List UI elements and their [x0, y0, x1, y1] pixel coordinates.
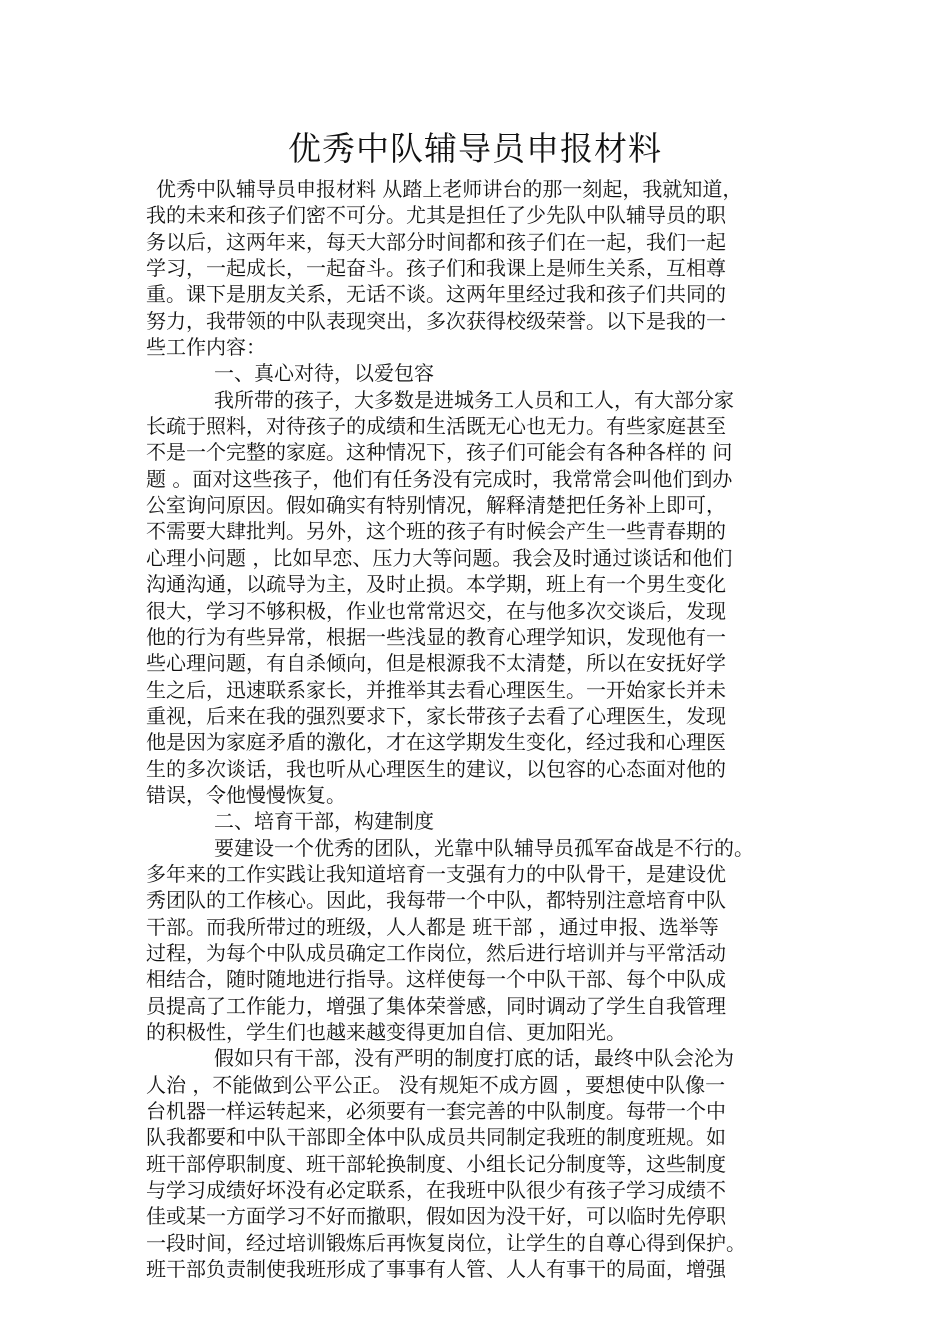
paragraph-line: 我所带的孩子，大多数是进城务工人员和工人，有大部分家: [214, 387, 734, 412]
paragraph-line: 班干部负责制使我班形成了事事有人管、人人有事干的局面，增强: [146, 1257, 726, 1282]
paragraph-line: 不是一个完整的家庭。这种情况下，孩子们可能会有各种各样的 问: [146, 440, 733, 465]
paragraph-line: 要建设一个优秀的团队，光靠中队辅导员孤军奋战是不行的。: [214, 835, 754, 860]
section-heading: 二、培育干部，构建制度: [214, 809, 434, 834]
paragraph-line: 重视，后来在我的强烈要求下，家长带孩子去看了心理医生，发现: [146, 703, 726, 728]
paragraph-line: 生的多次谈话，我也听从心理医生的建议，以包容的心态面对他的: [146, 756, 726, 781]
document-title: 优秀中队辅导员申报材料: [288, 129, 662, 168]
paragraph-line: 优秀中队辅导员申报材料 从踏上老师讲台的那一刻起，我就知道，: [156, 177, 743, 201]
paragraph-line: 努力，我带领的中队表现突出，多次获得校级荣誉。以下是我的一: [146, 308, 726, 333]
paragraph-line: 队我都要和中队干部即全体中队成员共同制定我班的制度班规。如: [146, 1125, 726, 1150]
paragraph-line: 沟通沟通，以疏导为主，及时止损。本学期，班上有一个男生变化: [146, 572, 726, 597]
paragraph-line: 秀团队的工作核心。因此，我每带一个中队，都特别注意培育中队: [146, 888, 726, 913]
paragraph-line: 生之后，迅速联系家长，并推举其去看心理医生。一开始家长并未: [146, 677, 726, 702]
paragraph-line: 心理小问题 ，比如早恋、压力大等问题。我会及时通过谈话和他们: [146, 545, 733, 570]
paragraph-line: 班干部停职制度、班干部轮换制度、小组长记分制度等，这些制度: [146, 1151, 726, 1176]
paragraph-line: 过程，为每个中队成员确定工作岗位，然后进行培训并与平常活动: [146, 940, 726, 965]
paragraph-line: 些工作内容：: [146, 335, 266, 360]
paragraph-line: 题 。面对这些孩子，他们有任务没有完成时，我常常会叫他们到办: [146, 466, 733, 491]
paragraph-line: 假如只有干部，没有严明的制度打底的话，最终中队会沦为: [214, 1046, 734, 1071]
paragraph-line: 人治 ，不能做到公平公正。 没有规矩不成方圆 ，要想使中队像一: [146, 1072, 726, 1097]
paragraph-line: 些心理问题，有自杀倾向，但是根源我不太清楚，所以在安抚好学: [146, 651, 726, 676]
paragraph-line: 的积极性，学生们也越来越变得更加自信、更加阳光。: [146, 1020, 626, 1044]
paragraph-line: 务以后，这两年来，每天大部分时间都和孩子们在一起，我们一起: [146, 229, 726, 254]
paragraph-line: 重。课下是朋友关系，无话不谈。这两年里经过我和孩子们共同的: [146, 282, 726, 307]
paragraph-line: 错误，令他慢慢恢复。: [146, 782, 346, 807]
paragraph-line: 员提高了工作能力，增强了集体荣誉感，同时调动了学生自我管理: [146, 993, 726, 1018]
paragraph-line: 不需要大肆批判。另外，这个班的孩子有时候会产生一些青春期的: [146, 519, 726, 544]
paragraph-line: 干部。而我所带过的班级，人人都是 班干部 ，通过申报、选举等: [146, 914, 719, 939]
document-body: [146, 176, 836, 1282]
paragraph-line: 他是因为家庭矛盾的激化，才在这学期发生变化，经过我和心理医: [146, 730, 726, 755]
paragraph-line: 长疏于照料，对待孩子的成绩和生活既无心也无力。有些家庭甚至: [146, 414, 726, 439]
paragraph-line: 我的未来和孩子们密不可分。尤其是担任了少先队中队辅导员的职: [146, 203, 726, 228]
paragraph-line: 一段时间，经过培训锻炼后再恢复岗位，让学生的自尊心得到保护。: [146, 1230, 746, 1255]
paragraph-line: 佳或某一方面学习不好而撤职，假如因为没干好，可以临时先停职: [146, 1204, 726, 1229]
paragraph-line: 与学习成绩好坏没有必定联系，在我班中队很少有孩子学习成绩不: [146, 1178, 726, 1203]
paragraph-line: 学习，一起成长，一起奋斗。孩子们和我课上是师生关系，互相尊: [146, 256, 726, 281]
paragraph-line: 相结合，随时随地进行指导。这样使每一个中队干部、每个中队成: [146, 967, 726, 992]
paragraph-line: 台机器一样运转起来，必须要有一套完善的中队制度。每带一个中: [146, 1099, 726, 1124]
paragraph-line: 他的行为有些异常，根据一些浅显的教育心理学知识，发现他有一: [146, 624, 726, 649]
section-heading: 一、真心对待，以爱包容: [214, 361, 434, 386]
paragraph-line: 多年来的工作实践让我知道培育一支强有力的中队骨干，是建设优: [146, 861, 726, 886]
paragraph-line: 很大，学习不够积极，作业也常常迟交，在与他多次交谈后，发现: [146, 598, 726, 623]
paragraph-line: 公室询问原因。假如确实有特别情况，解释清楚把任务补上即可，: [146, 493, 726, 518]
